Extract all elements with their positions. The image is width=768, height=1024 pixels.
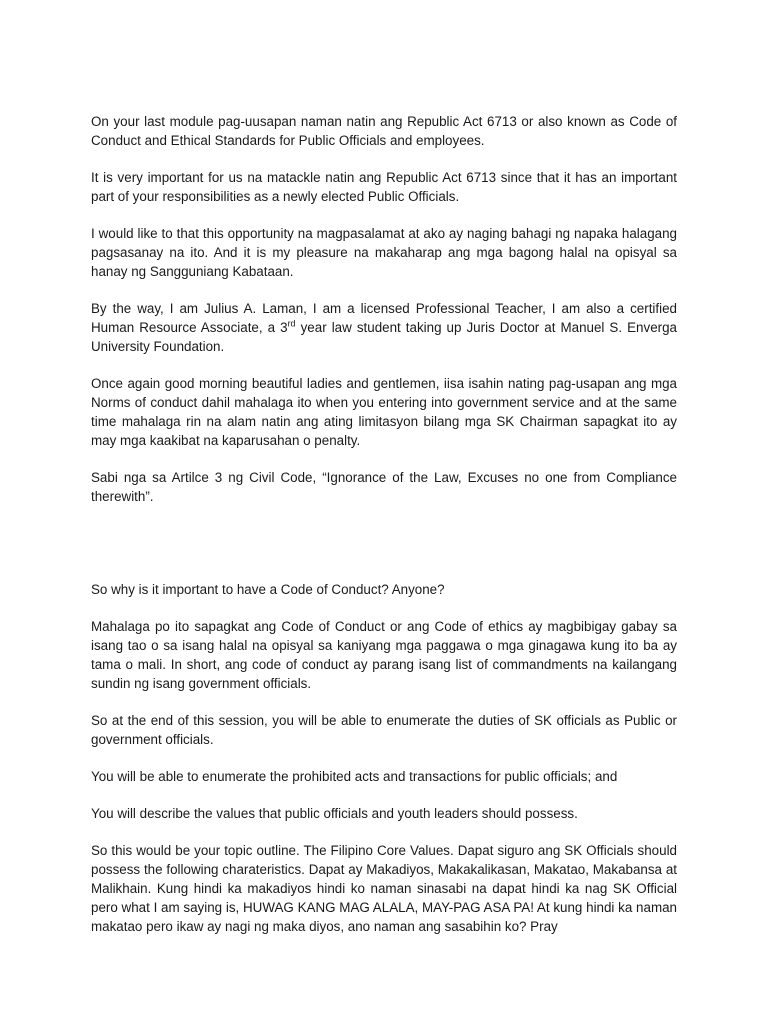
paragraph-code-of-ethics: Mahalaga po ito sapagkat ang Code of Conduct or ang Code of ethics ay magbibigay gabay sa isang tao o sa isang halal na opisyal sa kaniyang mga paggawa o mga ginagawa kung ito ba ay tama o mali. In short, ang code of conduct ay parang isang list of commandments na kailangang sundin ng isang government officials. [91, 619, 677, 691]
paragraph-importance: It is very important for us na matackle natin ang Republic Act 6713 since that it has an important part of your responsibilities as a newly elected Public Officials. [91, 170, 677, 204]
paragraph-civil-code-quote: Sabi nga sa Artilce 3 ng Civil Code, “Ignorance of the Law, Excuses no one from Compliance therewith”. [91, 470, 677, 504]
document-body [91, 112, 677, 954]
speaker-intro-text-cont: year law student taking up Juris Doctor at Manuel S. Enverga University Foundation. [91, 320, 677, 354]
section-spacer [91, 524, 677, 580]
paragraph-values: You will describe the values that public officials and youth leaders should possess. [91, 806, 578, 821]
paragraph-question: So why is it important to have a Code of Conduct? Anyone? [91, 582, 445, 597]
paragraph-norms-of-conduct: Once again good morning beautiful ladies and gentlemen, iisa isahin nating pag-usapan ang mga Norms of conduct dahil mahalaga ito when you entering into government service and at the same time mahalaga rin na alam natin ang ating limitasyon bilang mga SK Chairman sapagkat ito ay may mga kaakibat na kaparusahan o penalty. [91, 376, 677, 448]
paragraph-gratitude: I would like to that this opportunity na magpasalamat at ako ay naging bahagi ng napaka halagang pagsasanay na ito. And it is my pleasure na makaharap ang mga bagong halal na opisyal sa hanay ng Sangguniang Kabataan. [91, 226, 677, 279]
paragraph-prohibited-acts: You will be able to enumerate the prohibited acts and transactions for public officials; and [91, 769, 618, 784]
paragraph-ra6713-intro: On your last module pag-uusapan naman natin ang Republic Act 6713 or also known as Code of Conduct and Ethical Standards for Public Officials and employees. [91, 114, 677, 148]
speaker-intro-text: By the way, I am Julius A. Laman, I am a licensed Professional Teacher, I am also a certified Human Resource Associate, a 3 [91, 301, 677, 335]
paragraph-session-objective: So at the end of this session, you will be able to enumerate the duties of SK officials as Public or government officials. [91, 713, 677, 747]
paragraph-speaker-intro [91, 299, 677, 356]
ordinal-suffix: rd [287, 318, 296, 329]
paragraph-topic-outline: So this would be your topic outline. The Filipino Core Values. Dapat siguro ang SK Officials should possess the following charateristics. Dapat ay Makadiyos, Makakalikasan, Makatao, Makabansa at Malikhain. Kung hindi ka makadiyos hindi ko naman sinasabi na dapat hindi ka nag SK Official pero what I am saying is, HUWAG KANG MAG ALALA, MAY-PAG ASA PA! At kung hindi ka naman makatao pero ikaw ay nagi ng maka diyos, ano naman ang sasabihin ko? Pray [91, 843, 677, 934]
